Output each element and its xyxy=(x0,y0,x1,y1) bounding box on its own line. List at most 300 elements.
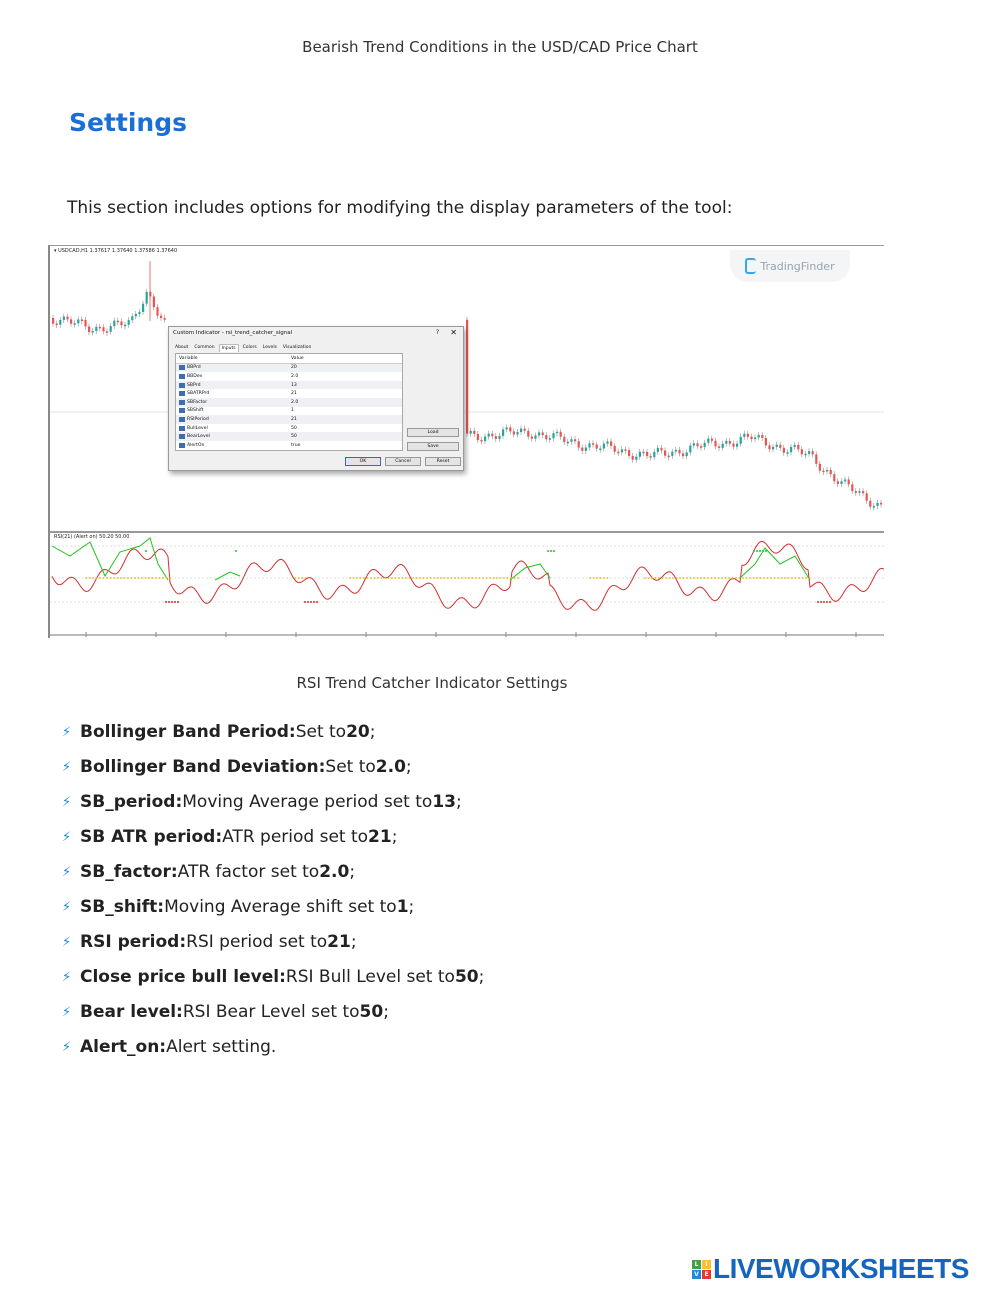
signal-dot xyxy=(707,577,709,579)
signal-dot xyxy=(749,577,751,579)
candle-body xyxy=(617,452,619,454)
bull-signal-dot xyxy=(145,550,147,552)
signal-dot xyxy=(651,577,653,579)
table-row[interactable] xyxy=(176,364,402,373)
setting-end: ; xyxy=(391,827,398,847)
candle-body xyxy=(84,320,86,327)
signal-dot xyxy=(472,577,474,579)
dialog-tabs xyxy=(173,344,313,352)
candle-body xyxy=(639,452,641,457)
variable-name: SBShift xyxy=(187,408,204,414)
candle-body xyxy=(59,320,61,325)
signal-dot xyxy=(458,577,460,579)
signal-dot xyxy=(662,577,664,579)
candle-body xyxy=(794,445,796,447)
rsi-line-bull xyxy=(52,538,168,580)
table-row[interactable] xyxy=(176,432,402,441)
bear-signal-dot xyxy=(817,601,819,603)
signal-dot xyxy=(110,577,112,579)
variable-name: BullLevel xyxy=(187,425,208,431)
candle-body xyxy=(66,317,68,320)
candle-body xyxy=(696,443,698,446)
candle-body xyxy=(657,448,659,452)
liveworksheets-logo xyxy=(692,1253,969,1285)
candle-body xyxy=(534,435,536,438)
candle-body xyxy=(725,441,727,444)
signal-dot xyxy=(294,577,296,579)
signal-dot xyxy=(353,577,355,579)
signal-dot xyxy=(693,577,695,579)
variable-value[interactable]: 20 xyxy=(291,365,297,371)
signal-dot xyxy=(742,577,744,579)
signal-dot xyxy=(676,577,678,579)
tab-about[interactable]: About xyxy=(175,345,189,350)
candle-body xyxy=(876,503,878,506)
symbol-label: ▾ USDCAD,H1 1.37617 1.37640 1.37586 1.37640 xyxy=(54,248,178,254)
signal-dot xyxy=(465,577,467,579)
candle-body xyxy=(815,454,817,463)
signal-dot xyxy=(85,577,87,579)
signal-dot xyxy=(451,577,453,579)
signal-dot xyxy=(809,577,811,579)
setting-desc: ATR period set to xyxy=(222,827,369,847)
candle-body xyxy=(588,443,590,447)
table-row[interactable] xyxy=(176,372,402,381)
signal-dot xyxy=(489,577,491,579)
signal-dot xyxy=(593,577,595,579)
candle-body xyxy=(786,452,788,454)
candle-body xyxy=(740,437,742,444)
candle-body xyxy=(743,434,745,437)
candle-body xyxy=(473,431,475,434)
variable-value[interactable]: 21 xyxy=(291,416,297,422)
candle-body xyxy=(542,432,544,435)
setting-value: 2.0 xyxy=(375,757,406,777)
signal-dot xyxy=(92,577,94,579)
lightning-bolt-icon: ⚡ xyxy=(62,795,72,810)
candle-body xyxy=(509,427,511,431)
signal-dot xyxy=(468,577,470,579)
signal-dot xyxy=(732,577,734,579)
price-chart-screenshot xyxy=(48,245,884,638)
candle-body xyxy=(156,307,158,316)
candle-body xyxy=(862,491,864,493)
setting-desc: Moving Average shift set to xyxy=(164,897,397,917)
setting-value: 20 xyxy=(346,722,370,742)
candle-body xyxy=(750,437,752,439)
signal-dot xyxy=(412,577,414,579)
signal-dot xyxy=(437,577,439,579)
signal-dot xyxy=(148,577,150,579)
bull-signal-dot xyxy=(762,550,764,552)
signal-dot xyxy=(788,577,790,579)
rsi-line xyxy=(52,541,884,610)
candle-body xyxy=(160,316,162,318)
setting-end: ; xyxy=(350,932,357,952)
tab-inputs[interactable]: Inputs xyxy=(219,344,239,352)
table-row[interactable] xyxy=(176,381,402,390)
candle-body xyxy=(110,326,112,332)
figure-caption: RSI Trend Catcher Indicator Settings xyxy=(296,674,568,692)
list-item xyxy=(62,967,484,1002)
signal-dot xyxy=(672,577,674,579)
reset-button[interactable]: Reset xyxy=(425,457,461,466)
candle-body xyxy=(538,432,540,435)
candle-body xyxy=(480,440,482,442)
signal-dot xyxy=(134,577,136,579)
bear-signal-dot xyxy=(829,601,831,603)
candle-body xyxy=(790,447,792,452)
signal-dot xyxy=(169,577,171,579)
candle-body xyxy=(621,449,623,452)
setting-desc: Set to xyxy=(325,757,376,777)
lightning-bolt-icon: ⚡ xyxy=(62,970,72,985)
signal-dot xyxy=(388,577,390,579)
save-button[interactable]: Save xyxy=(407,442,459,451)
candle-body xyxy=(570,439,572,442)
bull-signal-dot xyxy=(553,550,555,552)
bear-signal-dot xyxy=(316,601,318,603)
help-icon[interactable]: ? xyxy=(435,329,439,336)
signal-dot xyxy=(704,577,706,579)
candle-body xyxy=(88,326,90,332)
column-variable: Variable xyxy=(179,355,198,361)
candle-body xyxy=(599,449,601,451)
variable-type-icon xyxy=(179,443,185,448)
setting-value: 2.0 xyxy=(319,862,350,882)
signal-dot xyxy=(714,577,716,579)
candle-body xyxy=(646,452,648,456)
candle-body xyxy=(635,457,637,460)
candle-body xyxy=(779,445,781,448)
variable-value[interactable]: 2.0 xyxy=(291,399,299,405)
setting-desc: Alert setting. xyxy=(166,1037,277,1057)
setting-name: Bollinger Band Period: xyxy=(80,722,296,742)
load-button[interactable]: Load xyxy=(407,428,459,437)
lightning-bolt-icon: ⚡ xyxy=(62,1040,72,1055)
variable-name: BBPrd xyxy=(187,365,201,371)
variable-type-icon xyxy=(179,374,185,379)
variable-value[interactable]: true xyxy=(291,442,301,448)
signal-dot xyxy=(131,577,133,579)
setting-end: ; xyxy=(369,722,376,742)
signal-dot xyxy=(106,577,108,579)
setting-name: RSI period: xyxy=(80,932,187,952)
signal-dot xyxy=(360,577,362,579)
list-item xyxy=(62,757,484,792)
candle-body xyxy=(642,452,644,454)
bear-signal-dot xyxy=(174,601,176,603)
candle-body xyxy=(513,431,515,434)
candle-body xyxy=(592,443,594,445)
candle-body xyxy=(531,437,533,439)
signal-dot xyxy=(363,577,365,579)
variable-type-icon xyxy=(179,417,185,422)
setting-name: Alert_on: xyxy=(80,1037,167,1057)
list-item xyxy=(62,897,484,932)
candle-body xyxy=(516,432,518,434)
signal-dot xyxy=(781,577,783,579)
candle-body xyxy=(95,327,97,331)
candle-body xyxy=(678,450,680,454)
signal-dot xyxy=(166,577,168,579)
candle-body xyxy=(527,431,529,437)
candle-body xyxy=(704,443,706,447)
signal-dot xyxy=(395,577,397,579)
signal-dot xyxy=(686,577,688,579)
variable-value[interactable]: 50 xyxy=(291,434,297,440)
candle-body xyxy=(758,435,760,438)
bull-signal-dot xyxy=(235,550,237,552)
signal-dot xyxy=(426,577,428,579)
candle-body xyxy=(491,434,493,437)
lightning-bolt-icon: ⚡ xyxy=(62,1005,72,1020)
candle-body xyxy=(470,431,472,434)
signal-dot xyxy=(162,577,164,579)
variable-value[interactable]: 2.0 xyxy=(291,373,299,379)
signal-dot xyxy=(655,577,657,579)
tab-visualization[interactable]: Visualization xyxy=(282,345,312,350)
table-row[interactable] xyxy=(176,415,402,424)
candle-body xyxy=(812,451,814,454)
candle-body xyxy=(851,484,853,491)
candle-body xyxy=(113,321,115,326)
candle-body xyxy=(74,323,76,325)
column-value: Value xyxy=(291,355,304,361)
bear-signal-dot xyxy=(307,601,309,603)
candle-body xyxy=(578,441,580,447)
table-row[interactable] xyxy=(176,424,402,433)
signal-dot xyxy=(700,577,702,579)
bear-signal-dot xyxy=(826,601,828,603)
signal-dot xyxy=(349,577,351,579)
bear-signal-dot xyxy=(823,601,825,603)
signal-dot xyxy=(665,577,667,579)
lightning-bolt-icon: ⚡ xyxy=(62,865,72,880)
setting-desc: Set to xyxy=(295,722,347,742)
candle-body xyxy=(711,439,713,441)
tab-common[interactable]: Common xyxy=(194,345,215,350)
setting-desc: RSI period set to xyxy=(186,932,328,952)
bull-signal-dot xyxy=(547,550,549,552)
signal-dot xyxy=(117,577,119,579)
candle-body xyxy=(689,446,691,453)
list-item xyxy=(62,1037,484,1072)
signal-dot xyxy=(402,577,404,579)
variable-type-icon xyxy=(179,391,185,396)
candle-body xyxy=(574,439,576,441)
tab-levels[interactable]: Levels xyxy=(262,345,277,350)
variable-name: SBATRPrd xyxy=(187,391,210,397)
candle-body xyxy=(70,319,72,323)
candle-body xyxy=(776,445,778,447)
signal-dot xyxy=(440,577,442,579)
list-item xyxy=(62,932,484,967)
setting-desc: Moving Average period set to xyxy=(182,792,433,812)
variable-value[interactable]: 13 xyxy=(291,382,297,388)
signal-dot xyxy=(159,577,161,579)
candle-body xyxy=(92,331,94,333)
signal-dot xyxy=(679,577,681,579)
top-caption: Bearish Trend Conditions in the USD/CAD Price Chart xyxy=(302,38,698,56)
signal-dot xyxy=(767,577,769,579)
signal-dot xyxy=(141,577,143,579)
signal-dot xyxy=(690,577,692,579)
close-icon[interactable]: ✕ xyxy=(450,328,457,337)
table-row[interactable] xyxy=(176,441,402,450)
signal-dot xyxy=(479,577,481,579)
setting-name: SB_shift: xyxy=(80,897,165,917)
signal-dot xyxy=(127,577,129,579)
bull-signal-dot xyxy=(756,550,758,552)
tab-colors[interactable]: Colors xyxy=(242,345,257,350)
bear-signal-dot xyxy=(313,601,315,603)
list-item xyxy=(62,827,484,862)
signal-dot xyxy=(739,577,741,579)
signal-dot xyxy=(648,577,650,579)
signal-dot xyxy=(152,577,154,579)
candle-body xyxy=(660,448,662,451)
setting-desc: ATR factor set to xyxy=(177,862,320,882)
candle-body xyxy=(142,304,144,312)
signal-dot xyxy=(658,577,660,579)
signal-dot xyxy=(301,577,303,579)
inputs-table xyxy=(175,353,403,451)
bear-signal-dot xyxy=(177,601,179,603)
candle-body xyxy=(668,456,670,458)
signal-dot xyxy=(298,577,300,579)
bear-signal-dot xyxy=(165,601,167,603)
variable-type-icon xyxy=(179,426,185,431)
tradingfinder-logo-icon xyxy=(745,258,756,274)
candle-body xyxy=(502,429,504,435)
variable-type-icon xyxy=(179,434,185,439)
lightning-bolt-icon: ⚡ xyxy=(62,830,72,845)
signal-dot xyxy=(607,577,609,579)
candle-body xyxy=(63,317,65,320)
candle-body xyxy=(52,318,54,324)
signal-dot xyxy=(589,577,591,579)
signal-dot xyxy=(711,577,713,579)
setting-desc: RSI Bear Level set to xyxy=(182,1002,360,1022)
signal-dot xyxy=(805,577,807,579)
signal-dot xyxy=(756,577,758,579)
setting-name: SB_factor: xyxy=(80,862,178,882)
ok-button[interactable]: OK xyxy=(345,457,381,466)
signal-dot xyxy=(753,577,755,579)
candle-body xyxy=(671,452,673,456)
list-item xyxy=(62,722,484,757)
candle-body xyxy=(524,429,526,431)
settings-heading: Settings xyxy=(69,108,188,137)
signal-dot xyxy=(507,577,509,579)
candle-body xyxy=(135,314,137,316)
dialog-title: Custom Indicator - rsi_trend_catcher_signal xyxy=(173,330,293,336)
candle-body xyxy=(855,491,857,493)
setting-value: 1 xyxy=(396,897,409,917)
signal-dot xyxy=(398,577,400,579)
candle-body xyxy=(495,436,497,439)
rsi-line-bull xyxy=(215,572,240,580)
variable-name: BearLevel xyxy=(187,434,210,440)
candle-body xyxy=(120,321,122,325)
variable-value[interactable]: 21 xyxy=(291,391,297,397)
bull-signal-dot xyxy=(765,550,767,552)
variable-value[interactable]: 1 xyxy=(291,408,294,414)
variable-value[interactable]: 50 xyxy=(291,425,297,431)
candle-body xyxy=(124,325,126,327)
variable-type-icon xyxy=(179,400,185,405)
signal-dot xyxy=(603,577,605,579)
setting-value: 50 xyxy=(454,967,479,987)
liveworksheets-logo-icon: L I V E xyxy=(692,1260,711,1279)
intro-text: This section includes options for modifying the display parameters of the tool: xyxy=(67,198,733,218)
lightning-bolt-icon: ⚡ xyxy=(62,760,72,775)
setting-end: ; xyxy=(405,757,412,777)
candle-body xyxy=(826,470,828,472)
setting-name: Bollinger Band Deviation: xyxy=(80,757,326,777)
candle-body xyxy=(77,319,79,323)
signal-dot xyxy=(697,577,699,579)
bear-signal-dot xyxy=(168,601,170,603)
signal-dot xyxy=(103,577,105,579)
candle-body xyxy=(693,443,695,445)
candle-body xyxy=(477,434,479,440)
table-row[interactable] xyxy=(176,398,402,407)
signal-dot xyxy=(770,577,772,579)
candle-body xyxy=(732,444,734,447)
signal-dot xyxy=(774,577,776,579)
candle-body xyxy=(858,491,860,493)
candle-body xyxy=(837,481,839,484)
bull-signal-dot xyxy=(759,550,761,552)
candle-body xyxy=(628,450,630,456)
signal-dot xyxy=(795,577,797,579)
signal-dot xyxy=(777,577,779,579)
signal-dot xyxy=(138,577,140,579)
list-item xyxy=(62,1002,484,1037)
signal-dot xyxy=(683,577,685,579)
candle-body xyxy=(99,327,101,329)
candle-body xyxy=(804,454,806,456)
candle-body xyxy=(768,445,770,449)
signal-dot xyxy=(600,577,602,579)
signal-dot xyxy=(669,577,671,579)
signal-dot xyxy=(461,577,463,579)
table-row[interactable] xyxy=(176,407,402,416)
variable-name: RSIPeriod xyxy=(187,416,209,422)
signal-dot xyxy=(514,577,516,579)
signal-dot xyxy=(718,577,720,579)
signal-dot xyxy=(486,577,488,579)
bear-signal-dot xyxy=(310,601,312,603)
candle-body xyxy=(830,470,832,474)
setting-value: 21 xyxy=(327,932,351,952)
signal-dot xyxy=(419,577,421,579)
bear-signal-dot xyxy=(820,601,822,603)
candle-body xyxy=(873,506,875,508)
candle-body xyxy=(833,474,835,481)
candle-body xyxy=(131,316,133,320)
cancel-button[interactable]: Cancel xyxy=(385,457,421,466)
signal-dot xyxy=(96,577,98,579)
table-row[interactable] xyxy=(176,389,402,398)
signal-dot xyxy=(89,577,91,579)
candle-body xyxy=(624,449,626,451)
lightning-bolt-icon: ⚡ xyxy=(62,725,72,740)
candle-body xyxy=(714,441,716,447)
candle-body xyxy=(819,464,821,471)
